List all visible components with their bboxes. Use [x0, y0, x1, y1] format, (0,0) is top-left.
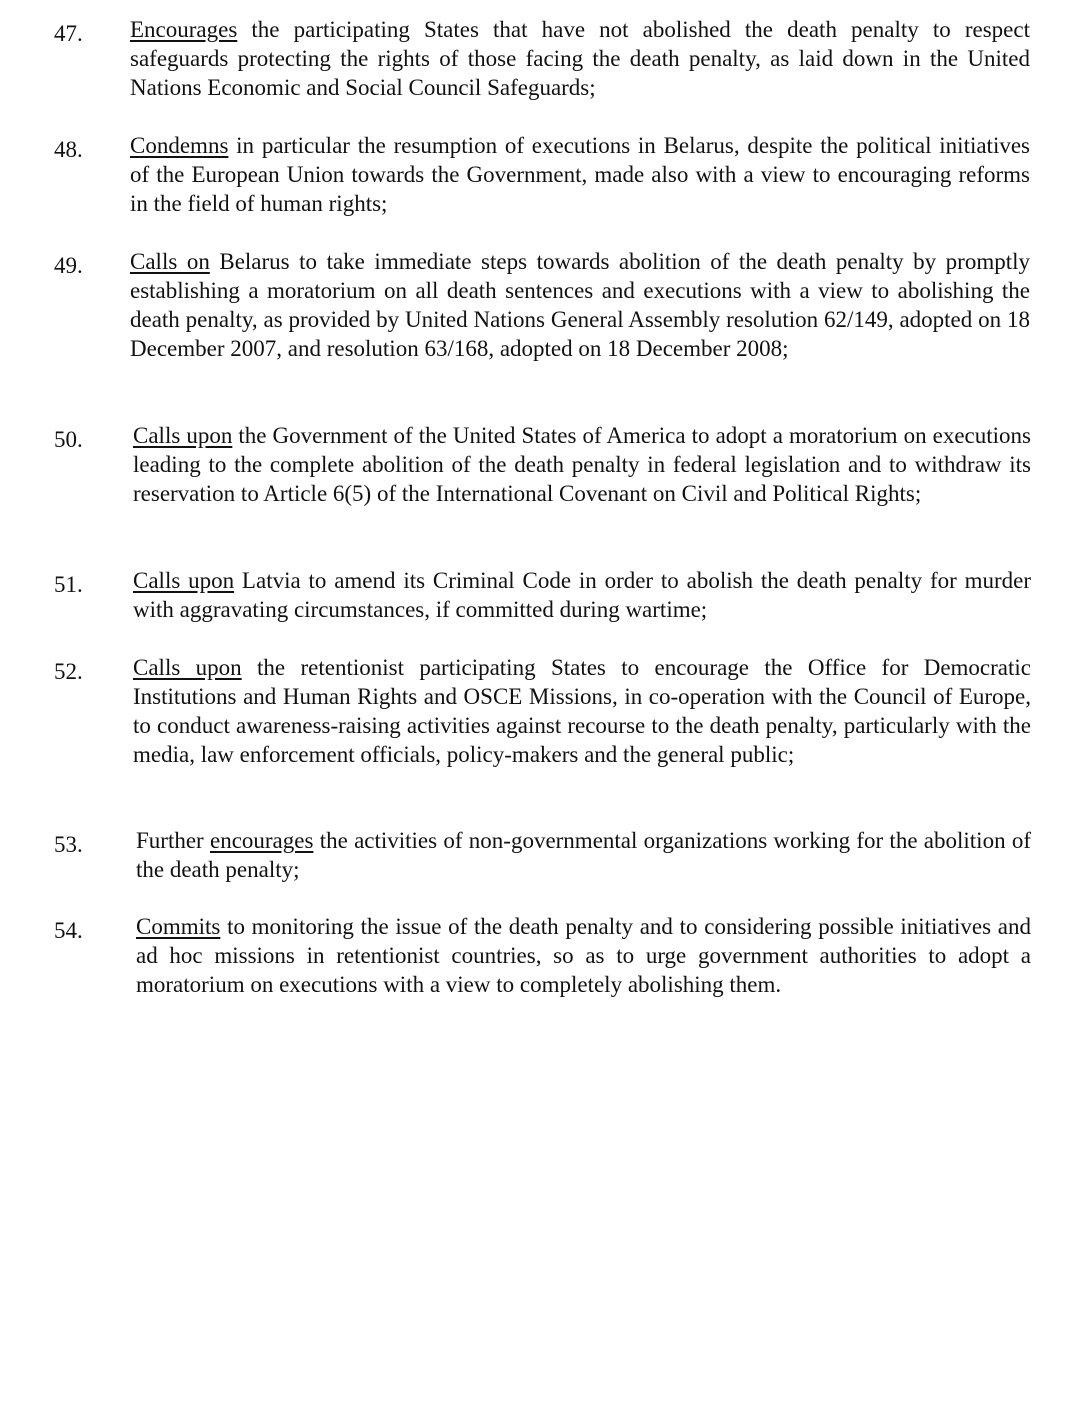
paragraph-number: 49.	[54, 253, 83, 278]
paragraph-text	[133, 421, 1031, 508]
paragraph-text	[130, 15, 1030, 102]
paragraph-number: 48.	[54, 137, 83, 162]
paragraph-body: the activities of non-governmental organizations working for the abolition of the death penalty;	[136, 828, 1031, 882]
paragraph-body: Belarus to take immediate steps towards abolition of the death penalty by promptly establishing a moratorium on all death sentences and executions with a view to abolishing the death penalty, as provided by United Nations General Assembly resolution 62/149, adopted on 18 December 2007, and resolution 63/168, adopted on 18 December 2008;	[130, 249, 1031, 361]
paragraph-text	[130, 247, 1030, 363]
paragraph-text	[133, 653, 1031, 769]
paragraph-text	[130, 131, 1030, 218]
operative-keyword: Condemns	[130, 133, 229, 158]
operative-keyword: Calls on	[130, 249, 210, 274]
paragraph-body: Latvia to amend its Criminal Code in order to abolish the death penalty for murder with aggravating circumstances, if committed during wartime;	[133, 568, 1032, 622]
operative-keyword: Commits	[136, 914, 221, 939]
paragraph-number: 53.	[54, 832, 83, 857]
operative-keyword: Calls upon	[133, 423, 233, 448]
operative-keyword: encourages	[209, 828, 314, 853]
paragraph-number: 51.	[54, 572, 83, 597]
operative-keyword: Calls upon	[133, 568, 235, 593]
paragraph-number: 52.	[54, 659, 83, 684]
paragraph-body: in particular the resumption of executions in Belarus, despite the political initiatives of the European Union towards the Government, made also with a view to encouraging reforms in the field of human rights;	[130, 133, 1030, 216]
paragraph-body: the participating States that have not abolished the death penalty to respect safeguards protecting the rights of those facing the death penalty, as laid down in the United Nations Economic and Social Council Safeguards;	[130, 17, 1030, 100]
paragraph-body: to monitoring the issue of the death penalty and to considering possible initiatives and ad hoc missions in retentionist countries, so as to urge government authorities to adopt a moratorium on executions with a view to completely abolishing them.	[136, 914, 1031, 997]
operative-keyword: Calls upon	[133, 655, 242, 680]
paragraph-number: 47.	[54, 21, 83, 46]
paragraph-text	[136, 826, 1031, 884]
paragraph-body: the Government of the United States of America to adopt a moratorium on executions leading to the complete abolition of the death penalty in federal legislation and to withdraw its reservation to Article 6(5) of the International Covenant on Civil and Political Rights;	[133, 423, 1031, 506]
paragraph-number: 54.	[54, 918, 83, 943]
paragraph-body: the retentionist participating States to encourage the Office for Democratic Institutions and Human Rights and OSCE Missions, in co-operation with the Council of Europe, to conduct awareness-raising activities against recourse to the death penalty, particularly with the media, law enforcement officials, policy-makers and the general public;	[133, 655, 1031, 767]
paragraph-text	[133, 566, 1031, 624]
paragraph-text	[136, 912, 1031, 999]
paragraph-number: 50.	[54, 427, 83, 452]
paragraph-lead: Further	[136, 828, 210, 853]
operative-keyword: Encourages	[130, 17, 238, 42]
